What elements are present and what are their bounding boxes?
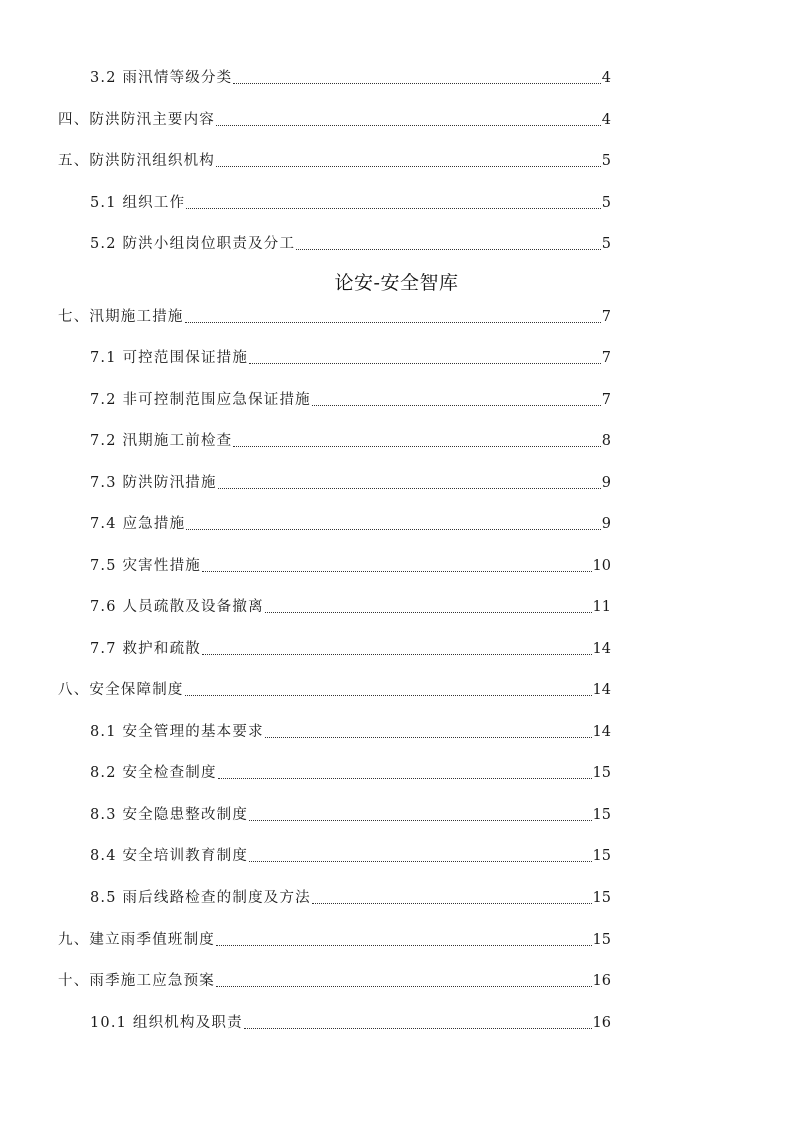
dot-leader [312, 389, 601, 411]
toc-entry-title: 7.7 救护和疏散 [90, 641, 201, 657]
dot-leader [216, 970, 592, 992]
toc-entry-title: 7.2 汛期施工前检查 [90, 433, 233, 449]
dot-leader [216, 150, 601, 172]
toc-entry-page: 5 [601, 195, 611, 211]
toc-entry[interactable] [90, 67, 611, 89]
toc-entry[interactable] [90, 804, 611, 826]
toc-entry[interactable] [90, 1012, 611, 1034]
toc-entry-page: 14 [592, 641, 611, 657]
toc-entry[interactable] [90, 638, 611, 660]
toc-entry-title: 8.1 安全管理的基本要求 [90, 724, 264, 740]
toc-entry-title: 八、安全保障制度 [58, 682, 184, 698]
toc-entry-title: 8.3 安全隐患整改制度 [90, 807, 249, 823]
toc-entry[interactable] [90, 233, 611, 255]
toc-entry[interactable] [90, 347, 611, 369]
toc-entry[interactable] [90, 762, 611, 784]
toc-entry-title: 十、雨季施工应急预案 [58, 973, 215, 989]
toc-entry-page: 8 [601, 433, 611, 449]
toc-entry-page: 9 [601, 475, 611, 491]
toc-entry[interactable] [58, 306, 611, 328]
toc-entry-title: 5.1 组织工作 [90, 195, 186, 211]
toc-entry-title: 7.3 防洪防汛措施 [90, 475, 217, 491]
dot-leader [233, 67, 600, 89]
toc-entry[interactable] [90, 513, 611, 535]
dot-leader [185, 679, 592, 701]
toc-entry[interactable] [90, 596, 611, 618]
dot-leader [216, 109, 601, 131]
toc-entry-page: 4 [601, 70, 611, 86]
toc-entry-title: 7.5 灾害性措施 [90, 558, 201, 574]
toc-entry[interactable] [58, 970, 611, 992]
toc-entry-page: 16 [592, 1015, 611, 1031]
watermark-text: 论安-安全智库 [334, 272, 459, 294]
toc-entry-title: 七、汛期施工措施 [58, 309, 184, 325]
toc-entry-page: 5 [601, 153, 611, 169]
toc-entry[interactable] [90, 721, 611, 743]
dot-leader [249, 347, 601, 369]
toc-entry-page: 14 [592, 724, 611, 740]
toc-entry-title: 九、建立雨季值班制度 [58, 932, 215, 948]
dot-leader [186, 192, 600, 214]
dot-leader [249, 845, 591, 867]
toc-entry[interactable] [90, 430, 611, 452]
toc-entry-title: 8.4 安全培训教育制度 [90, 848, 249, 864]
toc-entry-page: 15 [592, 807, 611, 823]
toc-entry-title: 5.2 防洪小组岗位职责及分工 [90, 236, 296, 252]
toc-entry-page: 10 [592, 558, 611, 574]
toc-entry[interactable] [90, 389, 611, 411]
toc-entry-page: 15 [592, 848, 611, 864]
dot-leader [185, 306, 601, 328]
toc-entry[interactable] [58, 109, 611, 131]
dot-leader [202, 555, 592, 577]
dot-leader [218, 472, 601, 494]
dot-leader [249, 804, 591, 826]
dot-leader [233, 430, 600, 452]
toc-entry-page: 7 [601, 392, 611, 408]
toc-entry-page: 16 [592, 973, 611, 989]
toc-entry-title: 7.1 可控范围保证措施 [90, 350, 249, 366]
toc-entry-page: 4 [601, 112, 611, 128]
toc-entry-page: 9 [601, 516, 611, 532]
dot-leader [296, 233, 601, 255]
toc-entry-page: 15 [592, 932, 611, 948]
toc-entry[interactable] [58, 679, 611, 701]
toc-entry-title: 五、防洪防汛组织机构 [58, 153, 215, 169]
toc-entry-page: 7 [601, 350, 611, 366]
dot-leader [186, 513, 600, 535]
toc-entry-title: 7.6 人员疏散及设备撤离 [90, 599, 264, 615]
toc-entry[interactable] [90, 472, 611, 494]
dot-leader [244, 1012, 592, 1034]
toc-entry-page: 14 [592, 682, 611, 698]
toc-entry-title: 10.1 组织机构及职责 [90, 1015, 243, 1031]
dot-leader [216, 929, 592, 951]
dot-leader [265, 721, 592, 743]
toc-entry[interactable] [90, 192, 611, 214]
toc-entry-title: 3.2 雨汛情等级分类 [90, 70, 233, 86]
toc-entry-title: 四、防洪防汛主要内容 [58, 112, 215, 128]
dot-leader [312, 887, 592, 909]
toc-entry-title: 7.4 应急措施 [90, 516, 186, 532]
dot-leader [265, 596, 592, 618]
toc-entry[interactable] [90, 555, 611, 577]
toc-entry-title: 8.2 安全检查制度 [90, 765, 217, 781]
toc-entry-page: 15 [592, 765, 611, 781]
toc-entry-title: 8.5 雨后线路检查的制度及方法 [90, 890, 311, 906]
toc-entry-page: 15 [592, 890, 611, 906]
dot-leader [202, 638, 592, 660]
toc-entry-title: 7.2 非可控制范围应急保证措施 [90, 392, 311, 408]
toc-entry-page: 5 [601, 236, 611, 252]
toc-entry[interactable] [58, 150, 611, 172]
toc-entry-page: 7 [601, 309, 611, 325]
toc-entry[interactable] [58, 929, 611, 951]
toc-entry[interactable] [90, 887, 611, 909]
dot-leader [218, 762, 592, 784]
toc-entry-page: 11 [592, 599, 611, 615]
toc-entry[interactable] [90, 845, 611, 867]
